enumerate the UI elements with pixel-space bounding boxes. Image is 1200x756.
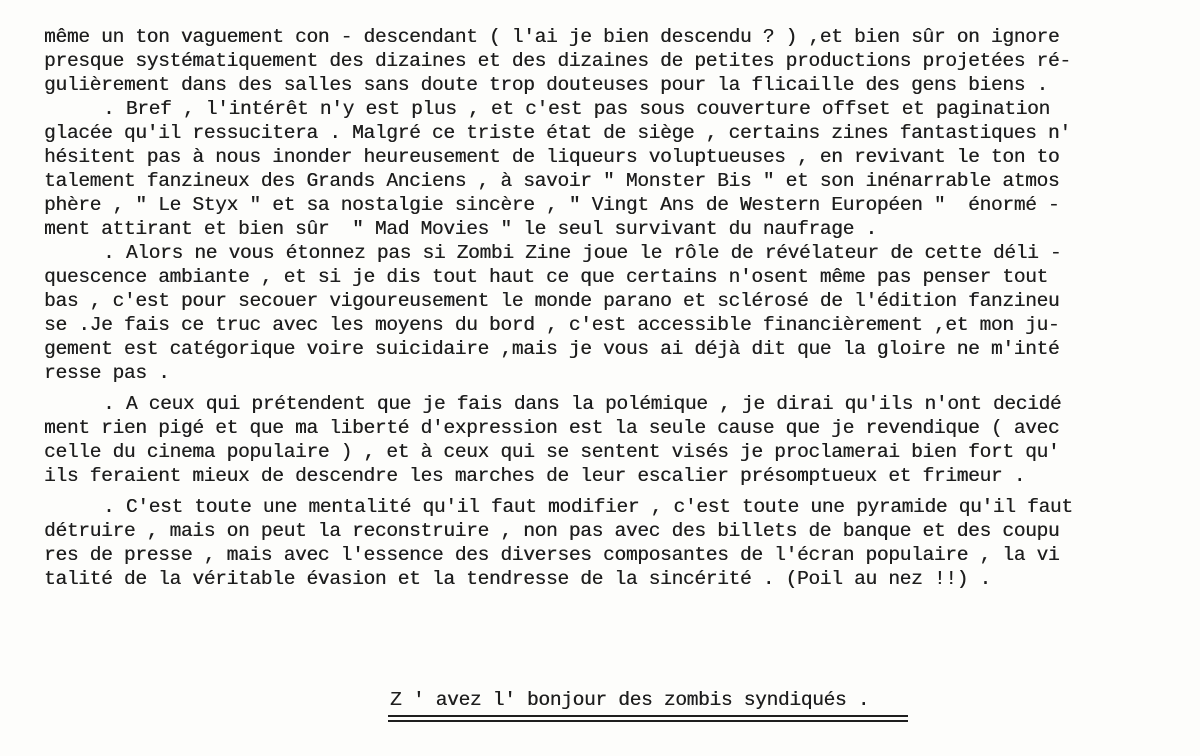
text-line: talement fanzineux des Grands Anciens , à savoir " Monster Bis " et son inénarrable atmos (44, 170, 1060, 192)
text-line: ment attirant et bien sûr " Mad Movies " le seul survivant du naufrage . (44, 218, 877, 240)
text-line: phère , " Le Styx " et sa nostalgie sincère , " Vingt Ans de Western Européen " énormé - (44, 194, 1060, 216)
text-line: quescence ambiante , et si je dis tout haut ce que certains n'osent même pas penser tout (44, 266, 1048, 288)
text-line: glacée qu'il ressucitera . Malgré ce triste état de siège , certains zines fantastiques n' (44, 122, 1071, 144)
text-line: . Bref , l'intérêt n'y est plus , et c'est pas sous couverture offset et pagination (103, 98, 1050, 120)
closing-line: Z ' avez l' bonjour des zombis syndiqués . (390, 689, 870, 711)
text-line: même un ton vaguement con - descendant ( l'ai je bien descendu ? ) ,et bien sûr on ignore (44, 26, 1060, 48)
text-line: détruire , mais on peut la reconstruire , non pas avec des billets de banque et des coupu (44, 520, 1060, 542)
text-line: ils feraient mieux de descendre les marches de leur escalier présomptueux et frimeur . (44, 465, 1026, 487)
text-line: res de presse , mais avec l'essence des diverses composantes de l'écran populaire , la vi (44, 544, 1060, 566)
text-line: . Alors ne vous étonnez pas si Zombi Zine joue le rôle de révélateur de cette déli - (103, 242, 1062, 264)
text-line: se .Je fais ce truc avec les moyens du bord , c'est accessible financièrement ,et mon ju- (44, 314, 1060, 336)
text-line: hésitent pas à nous inonder heureusement de liqueurs voluptueuses , en revivant le ton to (44, 146, 1060, 168)
text-line: celle du cinema populaire ) , et à ceux qui se sentent visés je proclamerai bien fort qu' (44, 441, 1060, 463)
text-line: ment rien pigé et que ma liberté d'expression est la seule cause que je revendique ( avec (44, 417, 1060, 439)
text-line: presque systématiquement des dizaines et des dizaines de petites productions projetées ré- (44, 50, 1071, 72)
text-line: gulièrement dans des salles sans doute trop douteuses pour la flicaille des gens biens . (44, 74, 1048, 96)
text-line: . C'est toute une mentalité qu'il faut modifier , c'est toute une pyramide qu'il faut (103, 496, 1073, 518)
text-line: bas , c'est pour secouer vigoureusement le monde parano et sclérosé de l'édition fanzineu (44, 290, 1060, 312)
double-underline-top (388, 715, 908, 717)
text-line: resse pas . (44, 362, 170, 384)
text-line: talité de la véritable évasion et la tendresse de la sincérité . (Poil au nez !!) . (44, 568, 991, 590)
text-line: gement est catégorique voire suicidaire ,mais je vous ai déjà dit que la gloire ne m'inté (44, 338, 1060, 360)
text-line: . A ceux qui prétendent que je fais dans la polémique , je dirai qu'ils n'ont decidé (103, 393, 1062, 415)
double-underline-bottom (388, 720, 908, 722)
